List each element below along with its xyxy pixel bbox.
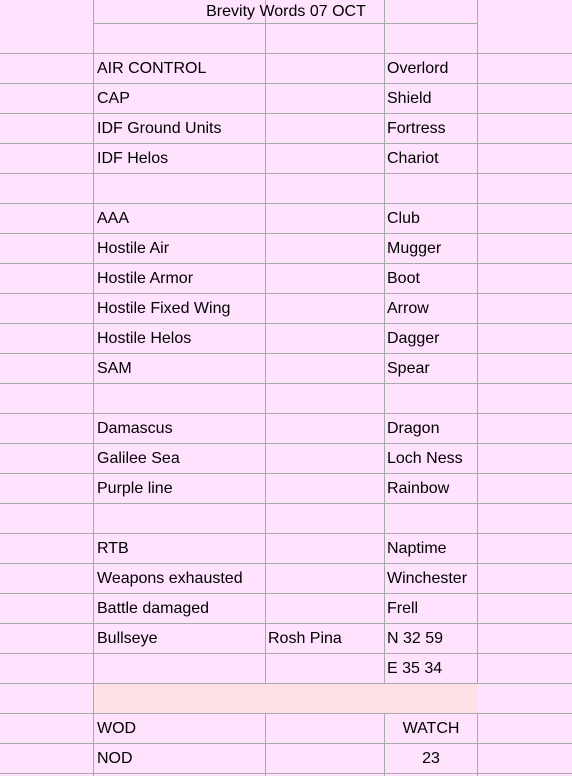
cell-codeword[interactable]: Shield xyxy=(387,89,432,107)
table-row xyxy=(0,324,572,354)
cell-codeword[interactable]: Fortress xyxy=(387,119,446,137)
table-row xyxy=(0,714,572,744)
table-row xyxy=(0,114,572,144)
table-row xyxy=(0,384,572,414)
cell-detail[interactable] xyxy=(265,534,384,563)
cell-label[interactable]: CAP xyxy=(97,89,130,107)
cell-detail[interactable] xyxy=(265,144,384,173)
table-row xyxy=(0,684,572,714)
table-row xyxy=(0,534,572,564)
cell-detail[interactable] xyxy=(265,564,384,593)
table-row xyxy=(0,84,572,114)
cell-detail[interactable]: Rosh Pina xyxy=(268,629,342,647)
cell-detail[interactable] xyxy=(265,174,384,203)
cell-codeword[interactable]: Naptime xyxy=(387,539,447,557)
cell-codeword[interactable]: Spear xyxy=(387,359,430,377)
table-row xyxy=(0,174,572,204)
table-row xyxy=(0,354,572,384)
cell-codeword[interactable]: E 35 34 xyxy=(387,659,443,677)
cell-label[interactable]: SAM xyxy=(97,359,132,377)
cell-detail[interactable] xyxy=(265,654,384,683)
cell-detail[interactable] xyxy=(265,414,384,443)
cell-label[interactable]: AAA xyxy=(97,209,130,227)
cell-detail[interactable] xyxy=(265,24,384,53)
cell-codeword[interactable]: Dagger xyxy=(387,329,440,347)
cell-detail[interactable] xyxy=(265,234,384,263)
sheet-title: Brevity Words 07 OCT xyxy=(94,0,478,24)
cell-label[interactable]: RTB xyxy=(97,539,129,557)
cell-label[interactable] xyxy=(94,384,265,413)
cell-codeword[interactable] xyxy=(384,384,478,413)
cell-label[interactable]: Hostile Helos xyxy=(97,329,192,347)
cell-detail[interactable] xyxy=(265,324,384,353)
cell-codeword[interactable]: 23 xyxy=(422,749,440,767)
cell-detail[interactable] xyxy=(265,294,384,323)
table-row xyxy=(0,204,572,234)
cell-detail[interactable] xyxy=(265,84,384,113)
table-row xyxy=(0,504,572,534)
cell-codeword[interactable] xyxy=(384,684,478,713)
cell-detail[interactable] xyxy=(265,504,384,533)
cell-label[interactable]: IDF Helos xyxy=(97,149,169,167)
cell-label[interactable] xyxy=(94,24,265,53)
table-row xyxy=(0,54,572,84)
cell-codeword[interactable] xyxy=(384,174,478,203)
cell-label[interactable]: Hostile Fixed Wing xyxy=(97,299,231,317)
cell-detail[interactable] xyxy=(265,54,384,83)
cell-codeword[interactable] xyxy=(384,504,478,533)
cell-codeword[interactable] xyxy=(384,24,478,53)
cell-codeword[interactable]: Loch Ness xyxy=(387,449,463,467)
cell-label[interactable]: Battle damaged xyxy=(97,599,210,617)
cell-label[interactable]: Galilee Sea xyxy=(97,449,180,467)
cell-detail[interactable] xyxy=(265,474,384,503)
cell-detail[interactable] xyxy=(265,114,384,143)
cell-label[interactable]: Hostile Air xyxy=(97,239,170,257)
table-row xyxy=(0,414,572,444)
cell-label[interactable]: Weapons exhausted xyxy=(97,569,243,587)
cell-label[interactable] xyxy=(94,684,265,713)
cell-label[interactable]: Purple line xyxy=(97,479,173,497)
cell-label[interactable]: Bullseye xyxy=(97,629,158,647)
cell-codeword[interactable]: Dragon xyxy=(387,419,440,437)
table-row xyxy=(0,234,572,264)
table-row xyxy=(0,264,572,294)
table-row xyxy=(0,144,572,174)
table-row xyxy=(0,24,572,54)
cell-label[interactable]: Damascus xyxy=(97,419,173,437)
cell-detail[interactable] xyxy=(265,204,384,233)
table-row xyxy=(0,294,572,324)
table-row xyxy=(0,474,572,504)
cell-detail[interactable] xyxy=(265,744,384,773)
cell-label[interactable]: AIR CONTROL xyxy=(97,59,207,77)
cell-codeword[interactable]: Arrow xyxy=(387,299,429,317)
cell-label[interactable]: IDF Ground Units xyxy=(97,119,222,137)
cell-detail[interactable] xyxy=(265,594,384,623)
cell-codeword[interactable]: Frell xyxy=(387,599,419,617)
table-row xyxy=(0,654,572,684)
cell-codeword[interactable]: Chariot xyxy=(387,149,439,167)
cell-codeword[interactable]: N 32 59 xyxy=(387,629,444,647)
cell-label[interactable]: Hostile Armor xyxy=(97,269,194,287)
cell-detail[interactable] xyxy=(265,384,384,413)
cell-codeword[interactable]: Mugger xyxy=(387,239,442,257)
cell-detail[interactable] xyxy=(265,354,384,383)
cell-detail[interactable] xyxy=(265,684,384,713)
cell-detail[interactable] xyxy=(265,264,384,293)
table-row xyxy=(0,744,572,774)
table-row xyxy=(0,594,572,624)
cell-codeword[interactable]: Winchester xyxy=(387,569,468,587)
cell-label[interactable]: WOD xyxy=(97,719,137,737)
cell-label[interactable] xyxy=(94,504,265,533)
cell-codeword[interactable]: Club xyxy=(387,209,420,227)
cell-detail[interactable] xyxy=(265,714,384,743)
cell-codeword[interactable]: Overlord xyxy=(387,59,449,77)
cell-detail[interactable] xyxy=(265,444,384,473)
cell-label[interactable] xyxy=(94,174,265,203)
cell-codeword[interactable]: Rainbow xyxy=(387,479,450,497)
cell-codeword[interactable]: Boot xyxy=(387,269,420,287)
table-row xyxy=(0,444,572,474)
table-row xyxy=(0,624,572,654)
cell-codeword[interactable]: WATCH xyxy=(402,719,460,737)
cell-label[interactable] xyxy=(94,654,265,683)
table-row xyxy=(0,564,572,594)
cell-label[interactable]: NOD xyxy=(97,749,133,767)
